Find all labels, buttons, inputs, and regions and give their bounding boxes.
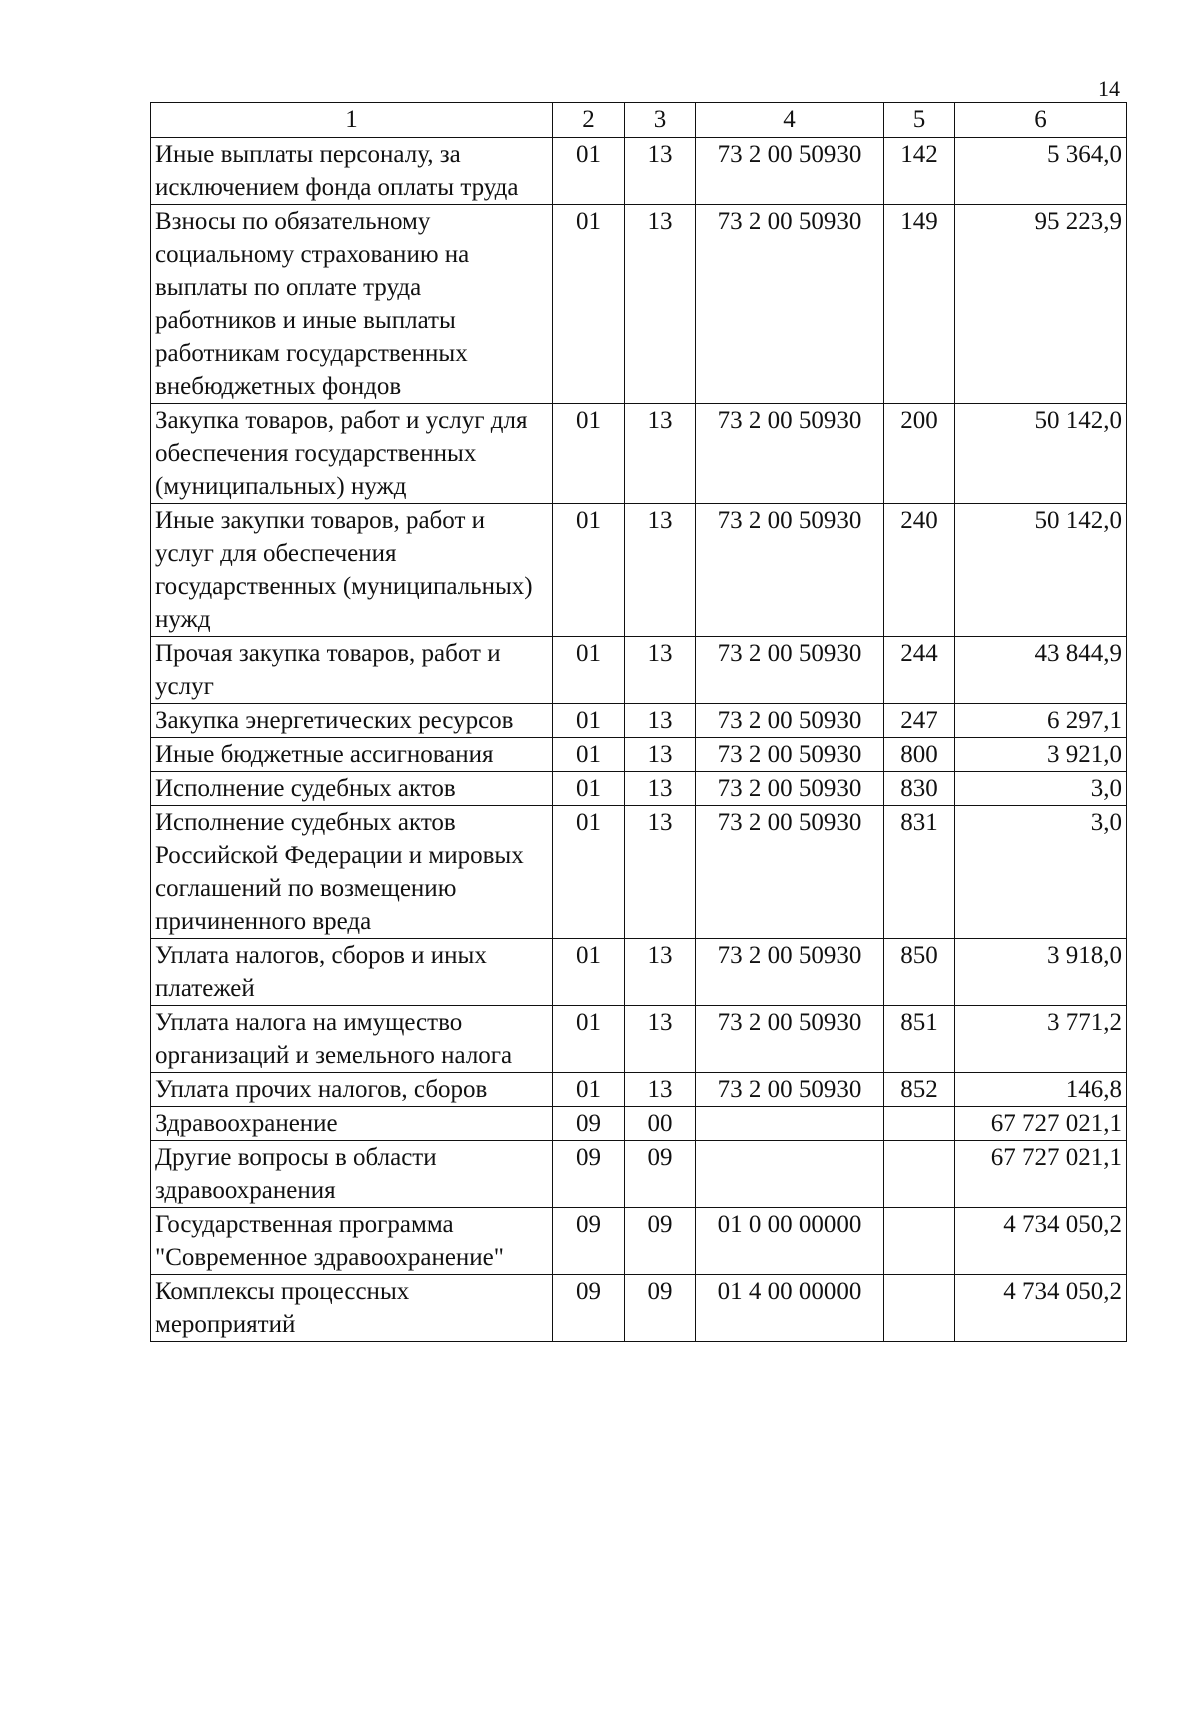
subsection-code-cell: 09 (625, 1208, 696, 1275)
subsection-code-cell: 13 (625, 939, 696, 1006)
expense-type-cell (884, 1107, 955, 1141)
column-header: 3 (625, 103, 696, 138)
amount-cell: 67 727 021,1 (955, 1107, 1127, 1141)
amount-cell: 50 142,0 (955, 404, 1127, 504)
section-code-cell: 01 (553, 1006, 625, 1073)
item-name-cell: Закупка товаров, работ и услуг для обеспечения государственных (муниципальных) нужд (151, 404, 553, 504)
subsection-code-cell: 09 (625, 1275, 696, 1342)
target-article-cell: 73 2 00 50930 (696, 205, 884, 404)
target-article-cell: 73 2 00 50930 (696, 939, 884, 1006)
amount-cell: 3,0 (955, 806, 1127, 939)
item-name-cell: Исполнение судебных актов (151, 772, 553, 806)
target-article-cell: 73 2 00 50930 (696, 138, 884, 205)
item-name-cell: Иные выплаты персоналу, за исключением фонда оплаты труда (151, 138, 553, 205)
expense-type-cell: 200 (884, 404, 955, 504)
column-header: 5 (884, 103, 955, 138)
subsection-code-cell: 13 (625, 1006, 696, 1073)
target-article-cell: 73 2 00 50930 (696, 1006, 884, 1073)
expense-type-cell: 240 (884, 504, 955, 637)
subsection-code-cell: 13 (625, 738, 696, 772)
expense-type-cell: 851 (884, 1006, 955, 1073)
expense-type-cell (884, 1208, 955, 1275)
item-name-cell: Взносы по обязательному социальному страхованию на выплаты по оплате труда работников и иные выплаты работникам государственных внебюджетных фондов (151, 205, 553, 404)
expense-type-cell: 142 (884, 138, 955, 205)
amount-cell: 3 771,2 (955, 1006, 1127, 1073)
subsection-code-cell: 13 (625, 772, 696, 806)
expense-type-cell (884, 1141, 955, 1208)
table-row (151, 404, 1127, 504)
table-row (151, 772, 1127, 806)
section-code-cell: 09 (553, 1107, 625, 1141)
subsection-code-cell: 13 (625, 404, 696, 504)
subsection-code-cell: 13 (625, 138, 696, 205)
expense-type-cell: 247 (884, 704, 955, 738)
table-row (151, 504, 1127, 637)
amount-cell: 43 844,9 (955, 637, 1127, 704)
table-row (151, 1107, 1127, 1141)
target-article-cell: 73 2 00 50930 (696, 738, 884, 772)
column-header: 1 (151, 103, 553, 138)
item-name-cell: Уплата налога на имущество организаций и земельного налога (151, 1006, 553, 1073)
item-name-cell: Комплексы процессных мероприятий (151, 1275, 553, 1342)
target-article-cell: 73 2 00 50930 (696, 772, 884, 806)
amount-cell: 3 921,0 (955, 738, 1127, 772)
amount-cell: 6 297,1 (955, 704, 1127, 738)
expense-type-cell: 800 (884, 738, 955, 772)
subsection-code-cell: 13 (625, 637, 696, 704)
amount-cell: 4 734 050,2 (955, 1275, 1127, 1342)
page-number: 14 (1098, 76, 1120, 101)
item-name-cell: Иные закупки товаров, работ и услуг для обеспечения государственных (муниципальных) нужд (151, 504, 553, 637)
column-header: 6 (955, 103, 1127, 138)
subsection-code-cell: 13 (625, 704, 696, 738)
target-article-cell: 73 2 00 50930 (696, 404, 884, 504)
table-row (151, 1006, 1127, 1073)
expense-type-cell: 830 (884, 772, 955, 806)
column-header: 2 (553, 103, 625, 138)
section-code-cell: 09 (553, 1141, 625, 1208)
table-row (151, 138, 1127, 205)
subsection-code-cell: 00 (625, 1107, 696, 1141)
section-code-cell: 01 (553, 738, 625, 772)
amount-cell: 5 364,0 (955, 138, 1127, 205)
target-article-cell (696, 1141, 884, 1208)
section-code-cell: 01 (553, 806, 625, 939)
table-row (151, 939, 1127, 1006)
section-code-cell: 01 (553, 138, 625, 205)
subsection-code-cell: 09 (625, 1141, 696, 1208)
section-code-cell: 01 (553, 1073, 625, 1107)
amount-cell: 3,0 (955, 772, 1127, 806)
target-article-cell (696, 1107, 884, 1141)
item-name-cell: Иные бюджетные ассигнования (151, 738, 553, 772)
target-article-cell: 73 2 00 50930 (696, 1073, 884, 1107)
subsection-code-cell: 13 (625, 504, 696, 637)
item-name-cell: Прочая закупка товаров, работ и услуг (151, 637, 553, 704)
amount-cell: 95 223,9 (955, 205, 1127, 404)
item-name-cell: Уплата прочих налогов, сборов (151, 1073, 553, 1107)
section-code-cell: 01 (553, 772, 625, 806)
item-name-cell: Исполнение судебных актов Российской Федерации и мировых соглашений по возмещению причиненного вреда (151, 806, 553, 939)
amount-cell: 4 734 050,2 (955, 1208, 1127, 1275)
section-code-cell: 01 (553, 504, 625, 637)
target-article-cell: 01 4 00 00000 (696, 1275, 884, 1342)
column-header: 4 (696, 103, 884, 138)
table-body (151, 138, 1127, 1342)
table-row (151, 1275, 1127, 1342)
table-row (151, 637, 1127, 704)
section-code-cell: 01 (553, 205, 625, 404)
header-row (151, 103, 1127, 138)
table-row (151, 704, 1127, 738)
expense-type-cell: 850 (884, 939, 955, 1006)
expense-type-cell: 149 (884, 205, 955, 404)
item-name-cell: Другие вопросы в области здравоохранения (151, 1141, 553, 1208)
target-article-cell: 73 2 00 50930 (696, 806, 884, 939)
expense-type-cell (884, 1275, 955, 1342)
budget-table (150, 102, 1127, 1342)
table-row (151, 806, 1127, 939)
item-name-cell: Государственная программа "Современное здравоохранение" (151, 1208, 553, 1275)
item-name-cell: Уплата налогов, сборов и иных платежей (151, 939, 553, 1006)
target-article-cell: 73 2 00 50930 (696, 637, 884, 704)
amount-cell: 50 142,0 (955, 504, 1127, 637)
subsection-code-cell: 13 (625, 1073, 696, 1107)
table-row (151, 1073, 1127, 1107)
table-row (151, 1208, 1127, 1275)
section-code-cell: 01 (553, 704, 625, 738)
amount-cell: 3 918,0 (955, 939, 1127, 1006)
expense-type-cell: 244 (884, 637, 955, 704)
section-code-cell: 01 (553, 939, 625, 1006)
table-row (151, 1141, 1127, 1208)
amount-cell: 146,8 (955, 1073, 1127, 1107)
section-code-cell: 09 (553, 1208, 625, 1275)
subsection-code-cell: 13 (625, 205, 696, 404)
target-article-cell: 01 0 00 00000 (696, 1208, 884, 1275)
section-code-cell: 09 (553, 1275, 625, 1342)
table-header (151, 103, 1127, 138)
target-article-cell: 73 2 00 50930 (696, 704, 884, 738)
table-row (151, 738, 1127, 772)
item-name-cell: Закупка энергетических ресурсов (151, 704, 553, 738)
table-row (151, 205, 1127, 404)
item-name-cell: Здравоохранение (151, 1107, 553, 1141)
target-article-cell: 73 2 00 50930 (696, 504, 884, 637)
section-code-cell: 01 (553, 404, 625, 504)
expense-type-cell: 831 (884, 806, 955, 939)
subsection-code-cell: 13 (625, 806, 696, 939)
section-code-cell: 01 (553, 637, 625, 704)
amount-cell: 67 727 021,1 (955, 1141, 1127, 1208)
expense-type-cell: 852 (884, 1073, 955, 1107)
